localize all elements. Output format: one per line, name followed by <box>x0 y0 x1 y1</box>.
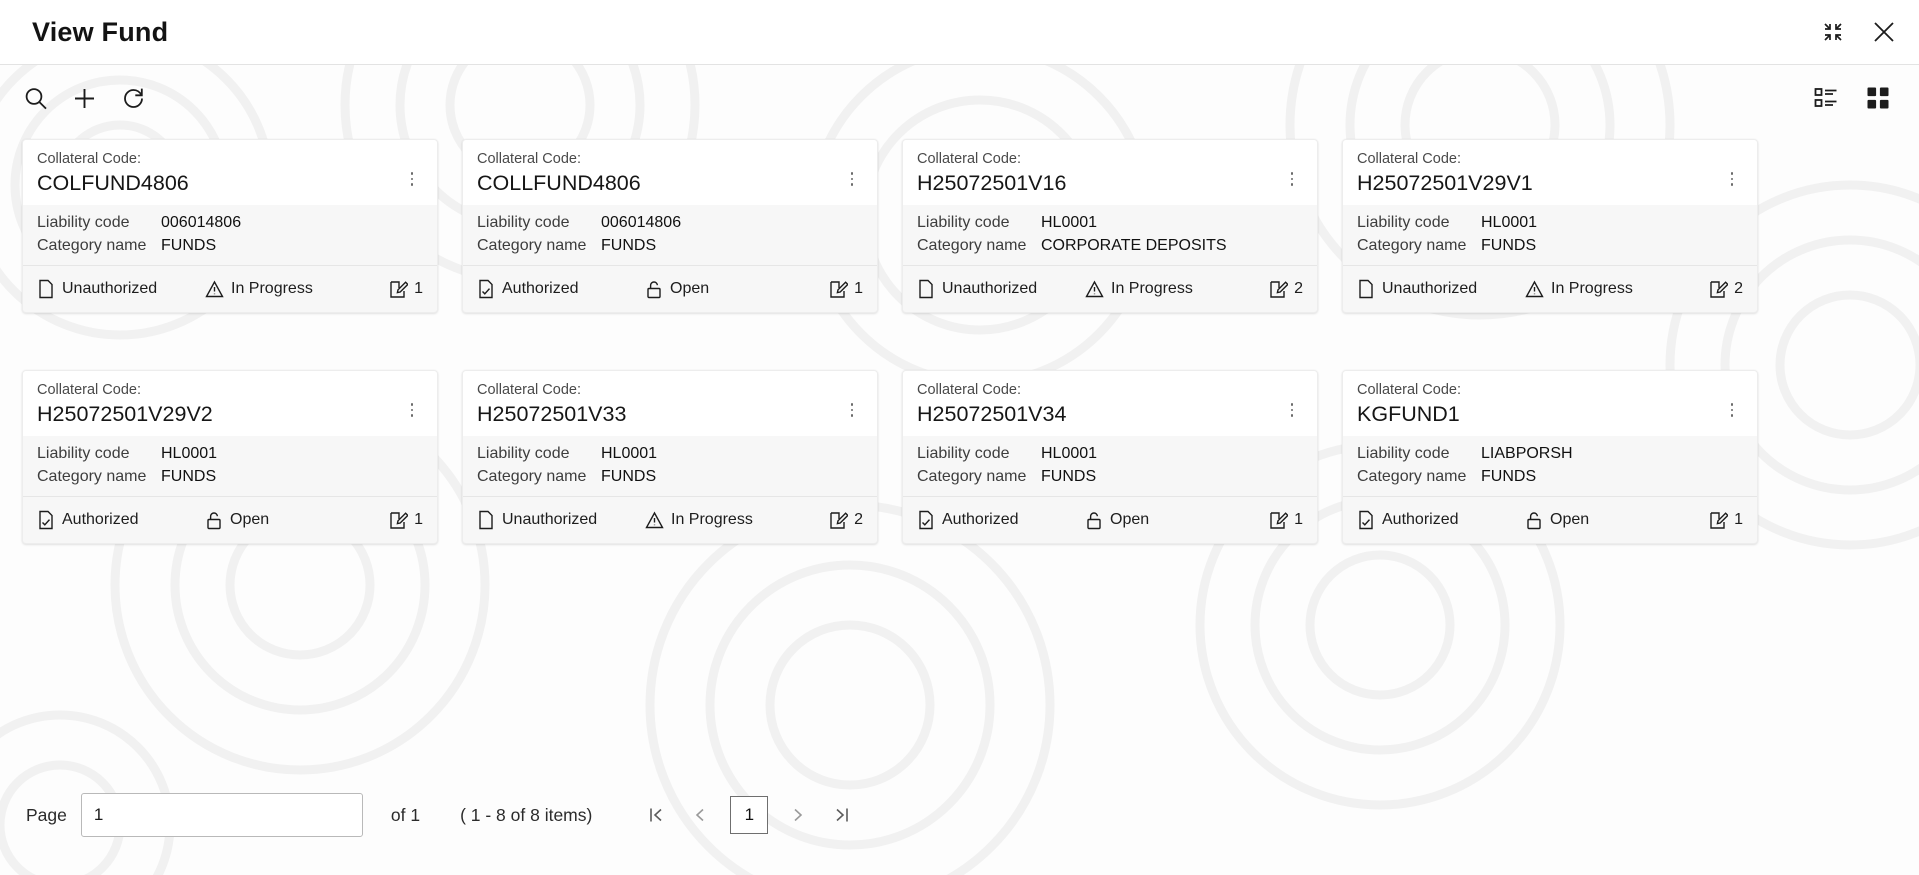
status-badge <box>1357 279 1525 299</box>
category-name-value: FUNDS <box>1481 468 1537 485</box>
count-text: 1 <box>854 280 863 297</box>
liability-code-value: HL0001 <box>1041 214 1098 231</box>
fund-card[interactable] <box>462 139 878 313</box>
card-footer <box>23 265 437 312</box>
stage-text: In Progress <box>1111 280 1193 297</box>
first-page-icon[interactable] <box>636 795 676 835</box>
card-body <box>463 436 877 496</box>
status-badge <box>917 279 1085 299</box>
stage-text: In Progress <box>1551 280 1633 297</box>
card-body <box>463 205 877 265</box>
stage-badge <box>205 511 389 530</box>
category-name-label: Category name <box>477 237 587 254</box>
modification-count[interactable] <box>1269 511 1303 530</box>
category-name-row <box>1357 465 1743 488</box>
modification-count[interactable] <box>829 280 863 299</box>
liability-code-row <box>37 442 423 465</box>
liability-code-label: Liability code <box>917 445 1010 462</box>
grid-view-icon[interactable] <box>1865 85 1891 111</box>
card-header <box>23 140 437 205</box>
card-header <box>463 371 877 436</box>
window-controls <box>1821 19 1897 45</box>
status-text: Authorized <box>62 511 139 528</box>
category-name-label: Category name <box>37 237 147 254</box>
plus-icon[interactable] <box>71 85 98 112</box>
category-name-row <box>477 234 863 257</box>
close-icon[interactable] <box>1871 19 1897 45</box>
collateral-code-value: H25072501V29V2 <box>37 402 213 426</box>
status-text: Authorized <box>502 280 579 297</box>
liability-code-label: Liability code <box>477 214 570 231</box>
modification-count[interactable] <box>829 511 863 530</box>
category-name-label: Category name <box>1357 468 1467 485</box>
kebab-menu-icon[interactable] <box>1281 395 1303 425</box>
collateral-code-value: KGFUND1 <box>1357 402 1460 426</box>
fund-card[interactable] <box>902 139 1318 313</box>
modification-count[interactable] <box>1269 280 1303 299</box>
category-name-label: Category name <box>1357 237 1467 254</box>
stage-badge <box>1525 280 1709 299</box>
count-text: 1 <box>1734 511 1743 528</box>
page-number-1[interactable]: 1 <box>730 796 768 834</box>
kebab-menu-icon[interactable] <box>1721 395 1743 425</box>
card-body <box>1343 205 1757 265</box>
status-text: Authorized <box>1382 511 1459 528</box>
fund-card[interactable] <box>462 370 878 544</box>
stage-badge <box>645 280 829 299</box>
card-footer <box>1343 265 1757 312</box>
status-text: Unauthorized <box>1382 280 1478 297</box>
liability-code-label: Liability code <box>1357 445 1450 462</box>
category-name-row <box>37 465 423 488</box>
fund-card[interactable] <box>1342 370 1758 544</box>
list-view-icon[interactable] <box>1813 85 1839 111</box>
stage-badge <box>1525 511 1709 530</box>
liability-code-value: HL0001 <box>161 445 218 462</box>
status-badge <box>477 510 645 530</box>
page-label: Page <box>26 804 67 825</box>
category-name-value: FUNDS <box>601 468 657 485</box>
liability-code-value: HL0001 <box>601 445 658 462</box>
liability-code-row <box>917 442 1303 465</box>
stage-badge <box>1085 280 1269 299</box>
kebab-menu-icon[interactable] <box>401 164 423 194</box>
liability-code-row <box>1357 211 1743 234</box>
stage-badge <box>205 280 389 299</box>
last-page-icon[interactable] <box>822 795 862 835</box>
collateral-code-label: Collateral Code: <box>917 382 1021 398</box>
category-name-value: FUNDS <box>601 237 657 254</box>
card-body <box>903 436 1317 496</box>
card-body <box>23 436 437 496</box>
card-header <box>1343 371 1757 436</box>
liability-code-value: HL0001 <box>1481 214 1538 231</box>
liability-code-value: HL0001 <box>1041 445 1098 462</box>
card-header <box>23 371 437 436</box>
fund-card[interactable] <box>22 370 438 544</box>
category-name-value: CORPORATE DEPOSITS <box>1041 237 1227 254</box>
stage-text: Open <box>670 280 710 297</box>
collateral-code-label: Collateral Code: <box>1357 151 1461 167</box>
liability-code-value: 006014806 <box>601 214 682 231</box>
collateral-code-value: H25072501V29V1 <box>1357 171 1533 195</box>
liability-code-row <box>37 211 423 234</box>
kebab-menu-icon[interactable] <box>841 395 863 425</box>
fund-card[interactable] <box>1342 139 1758 313</box>
status-text: Unauthorized <box>62 280 158 297</box>
collateral-code-value: COLLFUND4806 <box>477 171 641 195</box>
category-name-value: FUNDS <box>161 468 217 485</box>
liability-code-row <box>477 211 863 234</box>
count-text: 1 <box>414 511 423 528</box>
kebab-menu-icon[interactable] <box>401 395 423 425</box>
stage-text: Open <box>1550 511 1590 528</box>
modification-count[interactable] <box>1709 280 1743 299</box>
page-title: View Fund <box>32 16 169 47</box>
card-header <box>903 140 1317 205</box>
card-header <box>463 140 877 205</box>
count-text: 2 <box>854 511 863 528</box>
category-name-label: Category name <box>477 468 587 485</box>
kebab-menu-icon[interactable] <box>1281 164 1303 194</box>
category-name-value: FUNDS <box>1041 468 1097 485</box>
stage-text: Open <box>230 511 270 528</box>
liability-code-value: 006014806 <box>161 214 242 231</box>
stage-badge <box>1085 511 1269 530</box>
count-text: 2 <box>1294 280 1303 297</box>
stage-text: Open <box>1110 511 1150 528</box>
category-name-row <box>1357 234 1743 257</box>
stage-text: In Progress <box>231 280 313 297</box>
fund-card[interactable] <box>22 139 438 313</box>
fund-card-grid <box>22 131 1897 544</box>
collateral-code-label: Collateral Code: <box>1357 382 1461 398</box>
status-text: Authorized <box>942 511 1019 528</box>
category-name-value: FUNDS <box>1481 237 1537 254</box>
collateral-code-value: H25072501V16 <box>917 171 1067 195</box>
card-body <box>23 205 437 265</box>
category-name-row <box>917 234 1303 257</box>
status-text: Unauthorized <box>502 511 598 528</box>
liability-code-row <box>477 442 863 465</box>
modification-count[interactable] <box>389 280 423 299</box>
card-footer <box>1343 496 1757 543</box>
card-body <box>1343 436 1757 496</box>
pagination-bar <box>0 755 1919 875</box>
liability-code-label: Liability code <box>1357 214 1450 231</box>
category-name-row <box>477 465 863 488</box>
category-name-label: Category name <box>917 468 1027 485</box>
window-titlebar <box>0 0 1919 65</box>
total-pages-label: of 1 <box>390 804 421 825</box>
category-name-value: FUNDS <box>161 237 217 254</box>
status-badge <box>37 279 205 299</box>
card-footer <box>463 496 877 543</box>
liability-code-label: Liability code <box>37 214 130 231</box>
pagination-controls <box>636 795 862 835</box>
liability-code-label: Liability code <box>37 445 130 462</box>
fund-card[interactable] <box>902 370 1318 544</box>
collateral-code-label: Collateral Code: <box>917 151 1021 167</box>
status-badge <box>1357 510 1525 530</box>
category-name-label: Category name <box>37 468 147 485</box>
stage-text: In Progress <box>671 511 753 528</box>
status-badge <box>917 510 1085 530</box>
status-badge <box>37 510 205 530</box>
card-footer <box>463 265 877 312</box>
card-header <box>903 371 1317 436</box>
card-body <box>903 205 1317 265</box>
count-text: 2 <box>1734 280 1743 297</box>
toolbar <box>0 65 1919 131</box>
liability-code-value: LIABPORSH <box>1481 445 1573 462</box>
prev-page-icon[interactable] <box>680 795 720 835</box>
card-footer <box>903 265 1317 312</box>
status-text: Unauthorized <box>942 280 1038 297</box>
collapse-icon[interactable] <box>1821 20 1845 44</box>
collateral-code-label: Collateral Code: <box>477 151 581 167</box>
kebab-menu-icon[interactable] <box>841 164 863 194</box>
stage-badge <box>645 511 829 530</box>
liability-code-row <box>917 211 1303 234</box>
liability-code-row <box>1357 442 1743 465</box>
item-range-label: ( 1 - 8 of 8 items) <box>460 804 593 825</box>
collateral-code-label: Collateral Code: <box>477 382 581 398</box>
collateral-code-value: COLFUND4806 <box>37 171 189 195</box>
toolbar-right-group <box>1813 85 1891 111</box>
status-badge <box>477 279 645 299</box>
category-name-row <box>917 465 1303 488</box>
liability-code-label: Liability code <box>917 214 1010 231</box>
collateral-code-value: H25072501V33 <box>477 402 627 426</box>
collateral-code-value: H25072501V34 <box>917 402 1067 426</box>
collateral-code-label: Collateral Code: <box>37 151 141 167</box>
category-name-row <box>37 234 423 257</box>
next-page-icon[interactable] <box>778 795 818 835</box>
liability-code-label: Liability code <box>477 445 570 462</box>
card-header <box>1343 140 1757 205</box>
card-footer <box>23 496 437 543</box>
category-name-label: Category name <box>917 237 1027 254</box>
modification-count[interactable] <box>1709 511 1743 530</box>
kebab-menu-icon[interactable] <box>1721 164 1743 194</box>
count-text: 1 <box>414 280 423 297</box>
page-input[interactable] <box>81 793 363 837</box>
collateral-code-label: Collateral Code: <box>37 382 141 398</box>
search-icon[interactable] <box>22 85 49 112</box>
modification-count[interactable] <box>389 511 423 530</box>
refresh-icon[interactable] <box>120 85 147 112</box>
count-text: 1 <box>1294 511 1303 528</box>
toolbar-left-group <box>22 85 147 112</box>
card-footer <box>903 496 1317 543</box>
